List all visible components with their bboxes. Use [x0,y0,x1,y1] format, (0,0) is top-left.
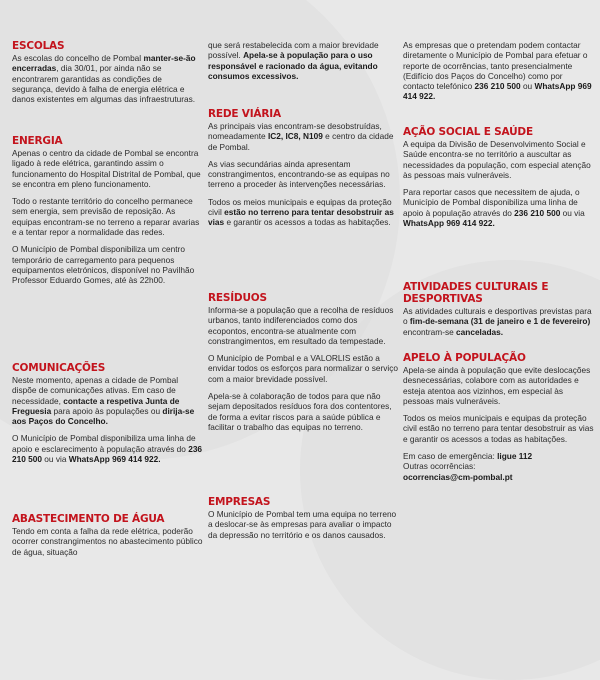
section-escolas [12,40,204,111]
section-empresas-continuacao [403,40,595,109]
agua-text-2: que será restabelecida com a maior brevidade possível. Apela-se à população para o uso responsável e racionado da água, evitando consumos excessivos. [208,40,379,81]
escolas-text: As escolas do concelho de Pombal manter-se-ão encerradas, dia 30/01, por ainda não se encontrarem garantidas as condições de segurança, devido à falha de energia elétrica e danos existentes em algumas das infraestruturas. [12,53,196,105]
rede-viaria-text-1: As principais vias encontram-se desobstruídas, nomeadamente IC2, IC8, N109 e centro da cidade de Pombal. [208,121,394,152]
section-rede-viaria [208,108,400,235]
energia-text-3: O Município de Pombal disponibiliza um centro temporário de carregamento para pequenos equipamentos eletrónicos, disponível no Pavilhão Professor Eduardo Gomes, até às 22h00. [12,244,195,286]
rede-viaria-text-3: Todos os meios municipais e equipas da proteção civil estão no terreno para tentar desobstruir as vias e garantir os acessos a todas as habitações. [208,196,394,228]
residuos-text-2: O Município de Pombal e a VALORLIS estão a envidar todos os esforços para normalizar o serviço com a maior brevidade possível. [208,353,398,384]
section-comunicacoes [12,362,204,471]
section-energia [12,135,204,293]
email-link[interactable]: ocorrencias@cm-pombal.pt [403,471,513,482]
section-apelo [403,352,595,489]
empresas-title: EMPRESAS [208,496,271,508]
apelo-text-2: Todos os meios municipais e equipas da proteção civil estão no terreno para tentar desobstruir as vias e garantir os acessos a todas as habitações. [403,413,594,444]
apelo-title: APELO À POPULAÇÃO [403,352,526,364]
section-agua-continuacao [208,40,400,88]
agua-title: ABASTECIMENTO DE ÁGUA [12,513,165,525]
atividades-title: ATIVIDADES CULTURAIS E DESPORTIVAS [403,281,549,305]
section-empresas [208,496,400,547]
rede-viaria-title: REDE VIÁRIA [208,108,281,120]
energia-text-2: Todo o restante território do concelho permanece sem energia, sem previsão de reposição. As equipas encontram-se no terreno a reparar avarias e a tentar repor a normalidade das redes. [12,196,200,238]
apelo-text-3: Em caso de emergência: ligue 112 Outras ocorrências: ocorrencias@cm-pombal.pt [403,451,533,482]
residuos-text-3: Apela-se à colaboração de todos para que não sejam depositados resíduos fora dos contentores, de forma a evitar riscos para a saúde pública e facilitar o trabalho das equipas no terreno. [208,391,392,432]
comunicacoes-text-1: Neste momento, apenas a cidade de Pombal dispõe de comunicações ativas. Em caso de necessidade, contacte a respetiva Junta de Freguesia para apoio às populações ou dirija-se aos Paços do Concelho. [12,375,195,427]
acao-social-text-1: A equipa da Divisão de Desenvolvimento Social e Saúde encontra-se no território a auscultar as necessidades da população, com especial atenção às pessoas mais vulneráveis. [403,139,591,180]
agua-text-1: Tendo em conta a falha da rede elétrica, poderão ocorrer constrangimentos no abastecimento público de água, situação [12,526,203,557]
residuos-title: RESÍDUOS [208,292,267,304]
section-residuos [208,292,400,439]
comunicacoes-text-2: O Município de Pombal disponibiliza uma linha de apoio e esclarecimento à população através do 236 210 500 ou via WhatsApp 969 414 922. [12,433,203,465]
energia-title: ENERGIA [12,135,63,147]
section-abastecimento-agua [12,513,204,564]
section-acao-social [403,126,595,235]
energia-text-1: Apenas o centro da cidade de Pombal se encontra ligado à rede elétrica, garantindo assim o funcionamento do Hospital Distrital de Pombal, que se encontra em pleno funcionamento. [12,148,201,189]
section-atividades [403,281,595,344]
apelo-text-1: Apela-se ainda à população que evite deslocações desnecessárias, colabore com as autoridades e esteja atentoa aos vizinhos, em especial às pessoas mais vulneráveis. [403,365,591,406]
atividades-text-1: As atividades culturais e desportivas previstas para o fim-de-semana (31 de janeiro e 1 de fevereiro) encontram-se canceladas. [403,306,592,337]
acao-social-title: AÇÃO SOCIAL E SAÚDE [403,126,533,138]
rede-viaria-text-2: As vias secundárias ainda apresentam constrangimentos, encontrando-se as equipas no terreno a proceder às intervenções necessárias. [208,158,390,190]
comunicacoes-title: COMUNICAÇÕES [12,362,106,374]
residuos-text-1: Informa-se a população que a recolha de resíduos urbanos, tanto indiferenciados como dos ecopontos, encontra-se atualmente com constrangimentos, em resultado da tempestade. [208,305,394,346]
acao-social-text-2: Para reportar casos que necessitem de ajuda, o Município de Pombal disponibiliza uma linha de apoio à população através do 236 210 500 ou via WhatsApp 969 414 922. [403,187,585,229]
escolas-title: ESCOLAS [12,40,65,52]
empresas-text-2: As empresas que o pretendam podem contactar diretamente o Município de Pombal para efetuar o reporte de ocorrências, tanto presencialmente (Edifício dos Paços do Concelho) como por contacto telefónico 236 210 500 ou WhatsApp 969 414 922. [403,40,592,102]
empresas-text-1: O Município de Pombal tem uma equipa no terreno a deslocar-se às empresas para avaliar o impacto da depressão no território e os danos causados. [208,509,397,540]
